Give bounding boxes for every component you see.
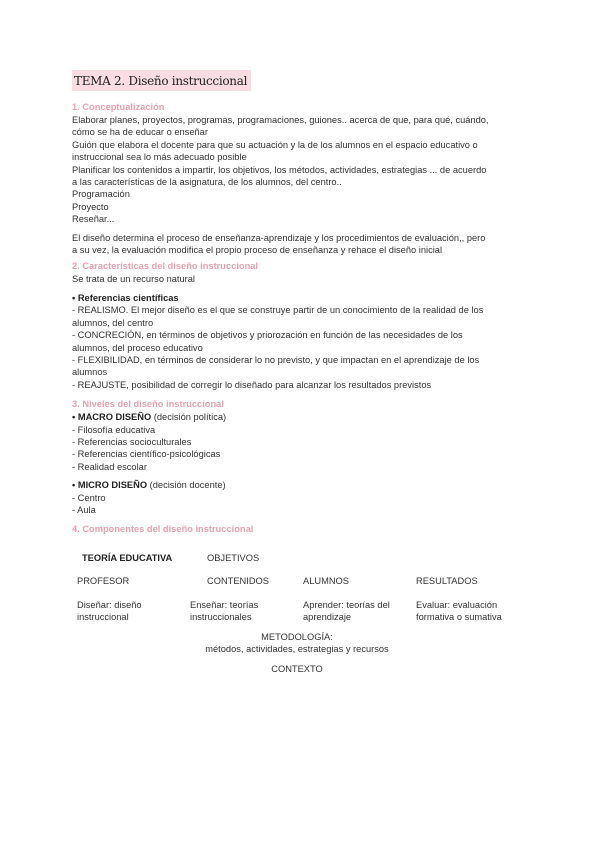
macro-design-note: (decisión política) xyxy=(151,412,227,423)
section-3-heading: 3. Niveles del diseño instruccional xyxy=(72,399,224,410)
section-1-paragraph: a su vez, la evaluación modifica el propio proceso de enseñanza y rehace el diseño inicial xyxy=(72,245,443,256)
section-2-line: - CONCRECIÓN, en términos de objetivos y priorozación en función de las necesidades de los xyxy=(72,330,463,341)
section-1-paragraph: El diseño determina el proceso de enseñanza-aprendizaje y los procedimientos de evaluación,, pero xyxy=(72,232,486,243)
micro-item: - Centro xyxy=(72,492,106,503)
section-1-heading: 1. Conceptualización xyxy=(72,102,165,112)
section-2-subheading: • Referencias científicas xyxy=(72,292,179,303)
evaluar-text xyxy=(416,599,502,623)
metodologia-line: METODOLOGÍA: xyxy=(261,632,333,643)
section-2-heading: 2. Características del diseño instruccional xyxy=(72,261,259,272)
section-1-line: cómo se ha de educar o enseñar xyxy=(72,127,208,138)
section-2-line: - REALISMO. El mejor diseño es el que se construye partir de un conocimiento de la realidad de los xyxy=(72,305,484,316)
micro-design-note: (decisión docente) xyxy=(147,480,226,491)
contexto-label: CONTEXTO xyxy=(271,664,323,675)
ensenar-text xyxy=(190,599,258,623)
profesor-label: PROFESOR xyxy=(77,576,130,587)
section-2-line: alumnos, del proceso educativo xyxy=(72,342,203,353)
evaluar-line: formativa o sumativa xyxy=(416,612,502,623)
section-1-line: Proyecto xyxy=(72,201,109,212)
aprender-line: aprendizaje xyxy=(303,612,352,623)
page-title: TEMA 2. Diseño instruccional xyxy=(74,74,248,88)
macro-design-label: • MACRO DISEÑO xyxy=(72,412,152,423)
contenidos-label: CONTENIDOS xyxy=(207,576,269,587)
section-1-line: Guión que elabora el docente para que su actuación y la de los alumnos en el espacio educativo o xyxy=(72,139,478,150)
section-2-line: - REAJUSTE, posibilidad de corregir lo diseñado para alcanzar los resultados previstos xyxy=(72,379,432,390)
teoria-educativa-label: TEORÍA EDUCATIVA xyxy=(82,553,173,564)
micro-design-label: • MICRO DISEÑO xyxy=(72,480,148,491)
macro-item: - Realidad escolar xyxy=(72,461,147,472)
micro-design-line xyxy=(72,479,532,491)
disenar-line: instruccional xyxy=(77,612,129,623)
resultados-label: RESULTADOS xyxy=(416,576,478,587)
aprender-text xyxy=(303,599,390,623)
section-1-line: Planificar los contenidos a impartir, los objetivos, los métodos, actividades, estrategias ... de acuerdo xyxy=(72,164,487,175)
aprender-line: Aprender: teorías del xyxy=(303,600,390,611)
macro-item: - Referencias científico-psicológicas xyxy=(72,449,221,460)
macro-item: - Referencias socioculturales xyxy=(72,436,192,447)
section-1-line: Reseñar... xyxy=(72,214,115,225)
metodologia-text xyxy=(182,631,412,655)
ensenar-line: instruccionales xyxy=(190,612,252,623)
section-1-line: Elaborar planes, proyectos, programas, programaciones, guiones.. acerca de que, para qué, cuándo, xyxy=(72,115,489,125)
section-1-line: Programación xyxy=(72,189,130,200)
section-2-line: alumnos xyxy=(72,367,108,378)
ensenar-line: Enseñar: teorías xyxy=(190,600,259,611)
document-page xyxy=(72,70,532,676)
section-2-intro: Se trata de un recurso natural xyxy=(72,274,195,285)
section-1-line: instruccional sea lo más adecuado posible xyxy=(72,152,247,163)
section-4-heading: 4. Componentes del diseño instruccional xyxy=(72,524,254,535)
disenar-text xyxy=(77,599,142,623)
section-2-line: - FLEXIBILIDAD, en términos de considerar lo no previsto, y que impactan en el aprendizaje de los xyxy=(72,354,480,365)
macro-item: - Filosofía educativa xyxy=(72,424,156,435)
alumnos-label: ALUMNOS xyxy=(303,576,349,587)
title-highlight xyxy=(72,70,251,91)
disenar-line: Diseñar: diseño xyxy=(77,600,142,611)
micro-item: - Aula xyxy=(72,504,96,515)
macro-design-line xyxy=(72,411,532,423)
section-2-line: alumnos, del centro xyxy=(72,317,154,328)
components-diagram xyxy=(72,536,532,676)
section-1-line: a las características de la asignatura, de los alumnos, del centro.. xyxy=(72,177,342,188)
evaluar-line: Evaluar: evaluación xyxy=(416,600,498,611)
metodologia-line: métodos, actividades, estrategias y recursos xyxy=(205,644,389,655)
objetivos-label: OBJETIVOS xyxy=(207,553,260,564)
